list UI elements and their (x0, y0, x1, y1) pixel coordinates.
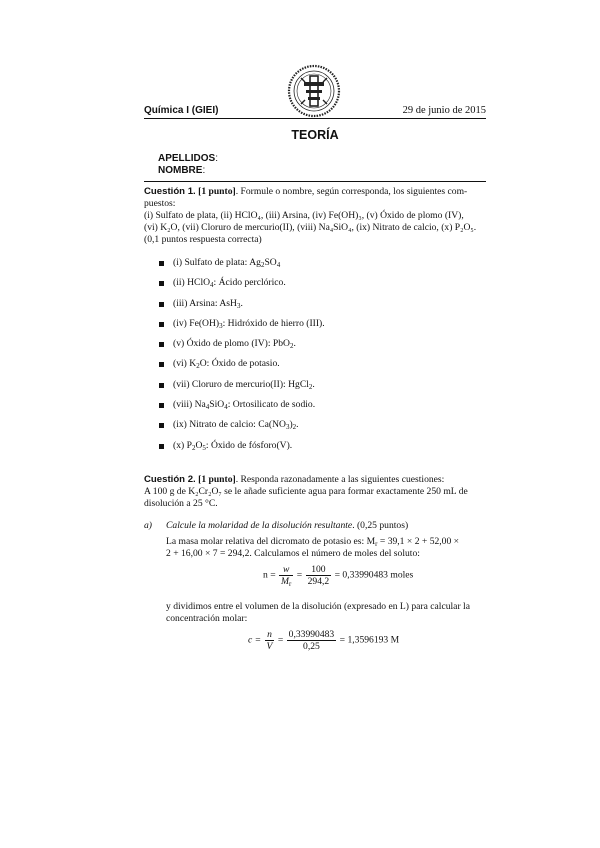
answer-item (144, 257, 486, 277)
question-2-points: [1 punto] (198, 474, 236, 485)
answer-formula: HClO$_4$ (187, 277, 214, 290)
question-1-scoring: (0,1 puntos respuesta correcta) (144, 234, 262, 245)
answer-prefix: (v) Óxido de plomo (IV): (173, 338, 273, 350)
answer-suffix: : Óxido de potasio. (206, 358, 280, 370)
answer-suffix: : Óxido de fósforo(V). (205, 439, 293, 451)
answer-formula: $Na_4SiO_4$ (194, 399, 228, 412)
answer-prefix: (ii) (173, 277, 188, 289)
equation-moles: n = $\frac{w}{M_r}$ = $\frac{100}{294,2}$ = 0,33990483 moles (263, 564, 414, 588)
answer-formula: $Ag_2SO_4$ (249, 257, 281, 269)
answer-formula: HgCl$_2$ (288, 378, 313, 391)
answer-formula: $P_2O_5$ (186, 439, 206, 452)
part-a-text: Calcule la molaridad de la disolución resultante (166, 520, 353, 531)
equation-molarity: c = $\frac{n}{V}$ = $\frac{0,33990483}{0,25}$ = 1,3596193 M (248, 629, 400, 652)
answer-prefix: (i) Sulfato de plata: (173, 257, 250, 268)
part-a-explanation-1: La masa molar relativa del dicromato de potasio es: $M_r = 39,1 \times 2 + 52,00$ × 2 + 16,00 × 7 = 294,2. Calculamos el número de moles del soluto: (166, 536, 460, 559)
name-field: NOMBRE: (158, 165, 206, 176)
answer-suffix: : Ácido perclórico. (213, 277, 286, 289)
question-2-statement: Cuestión 2. [1 punto]. Responda razonadamente a las siguientes cuestiones: A 100 g de K₂Cr₂O₇ se le añade suficiente agua para formar exactamente 250 mL de disolución a 25 °C. (144, 474, 468, 509)
answer-prefix: (x) (173, 439, 187, 451)
bullet-icon (159, 403, 164, 408)
answer-suffix: . (240, 297, 243, 309)
answer-prefix: (iii) Arsina: (173, 297, 220, 309)
header-rule (144, 118, 486, 119)
answer-prefix: (viii) (173, 399, 195, 411)
answer-prefix: (vi) (173, 358, 190, 370)
answer-item (144, 440, 486, 460)
question-1-points: [1 punto] (198, 186, 236, 197)
answer-suffix: . (296, 419, 299, 431)
answer-item (144, 338, 486, 358)
bullet-icon (159, 281, 164, 286)
bullet-icon (159, 444, 164, 449)
bullet-icon (159, 362, 164, 367)
name-label: NOMBRE (158, 165, 203, 176)
answer-formula: $Fe(OH)_3$ (189, 317, 223, 330)
question-1-statement: Cuestión 1. [1 punto]. Formule o nombre, según corresponda, los siguientes com- puestos: (i) Sulfato de plata, (ii) HClO₄, (iii) Arsina, (iv) Fe(OH)₃, (v) Óxido de plomo (IV), (vi) K₂O, (vii) Cloruro de mercurio(II), (viii) Na₄SiO₄, (ix) Nitrato de calcio, (x) P₂O₅. (0,1 puntos respuesta correcta) (144, 186, 486, 246)
answer-suffix: : Hidróxido de hierro (III). (222, 317, 325, 329)
answer-suffix: . (312, 378, 315, 390)
answer-item (144, 379, 486, 399)
answer-item (144, 298, 486, 318)
page-title: TEORÍA (291, 128, 339, 142)
answer-prefix: (ix) Nitrato de calcio: (173, 419, 259, 431)
part-a-explanation-2: y dividimos entre el volumen de la disolución (expresado en L) para calcular la concentración molar: (166, 601, 470, 624)
exam-date: 29 de junio de 2015 (402, 105, 486, 116)
answer-suffix: : Ortosilicato de sodio. (227, 399, 316, 411)
bullet-icon (159, 342, 164, 347)
answer-formula: AsH$_3$ (219, 297, 241, 310)
question-1-answers (144, 257, 486, 460)
bullet-icon (159, 322, 164, 327)
bullet-icon (159, 423, 164, 428)
course-name: Química I (GIEI) (144, 105, 219, 116)
answer-item (144, 419, 486, 439)
answer-item (144, 399, 486, 419)
university-seal-icon (287, 64, 341, 118)
question-2-label: Cuestión 2. (144, 474, 196, 485)
answer-formula: PbO$_2$ (272, 338, 294, 351)
answer-suffix: . (293, 338, 296, 350)
answer-item (144, 358, 486, 378)
answer-formula: $Ca(NO_3)_2$ (258, 419, 297, 432)
surname-label: APELLIDOS (158, 153, 216, 164)
question-1-label: Cuestión 1. (144, 186, 196, 197)
bullet-icon (159, 383, 164, 388)
bullet-icon (159, 261, 164, 266)
surname-field: APELLIDOS: (158, 153, 219, 164)
exam-page: Química I (GIEI) 29 de junio de 2015 TEORÍA APELLIDOS: NOMBRE: Cuestión 1. [1 punto]. Formule o nombre, según corresponda, los siguientes com- puestos: (i) Sulfato de plata, (ii) HClO₄, (iii) Arsina, (iv) Fe(OH)₃, (v) Óxido de plomo (IV), (vi) K₂O, (vii) Cloruro de mercurio(II), (viii) Na₄SiO₄, (ix) Nitrato de calcio, (x) P₂O₅. (0,1 puntos respuesta correcta) (i) Sulfato de plata: $Ag_2SO_4$ (ii) HClO$_4$: Ácido perclórico. (iii) Arsina: AsH$_3$. (iv) $Fe(OH)_3$: Hidróxido de hierro (III). (v) Óxido de plomo (IV): PbO$_2$. (vi) $K_2O$: Óxido de potasio. (vii) Cloruro de mercurio(II): HgCl$_2$. (viii) $Na_4SiO_4$: Ortosilicato de sodio. (ix) Nitrato de calcio: $Ca(NO_3)_2$. (x) $P_2O_5$: Óxido de fósforo(V). Cuestión 2. [1 punto]. Responda razonadamente a las siguientes cuestiones: A 100 g de K₂Cr₂O₇ se le añade suficiente agua para formar exactamente 250 mL de disolución a 25 °C. a) Calcule la molaridad de la disolución resultante. (0,25 puntos) La masa molar relativa del dicromato de potasio es: $M_r = 39,1 \times 2 + 52,00$ × 2 + 16,00 × 7 = 294,2. Calculamos el número de moles del soluto: n = $\frac{w}{M_r}$ = $\frac{100}{294,2}$ = 0,33990483 moles y dividimos entre el volumen de la disolución (expresado en L) para calcular la concentración molar: c = $\frac{n}{V}$ = $\frac{0,33990483}{0,25}$ = 1,3596193 M (144, 0, 486, 848)
answer-item (144, 318, 486, 338)
answer-prefix: (vii) Cloruro de mercurio(II): (173, 378, 289, 390)
answer-item (144, 277, 486, 297)
bullet-icon (159, 302, 164, 307)
identity-rule (144, 181, 486, 182)
answer-formula: $K_2O$ (189, 358, 207, 371)
answer-prefix: (iv) (173, 317, 190, 329)
